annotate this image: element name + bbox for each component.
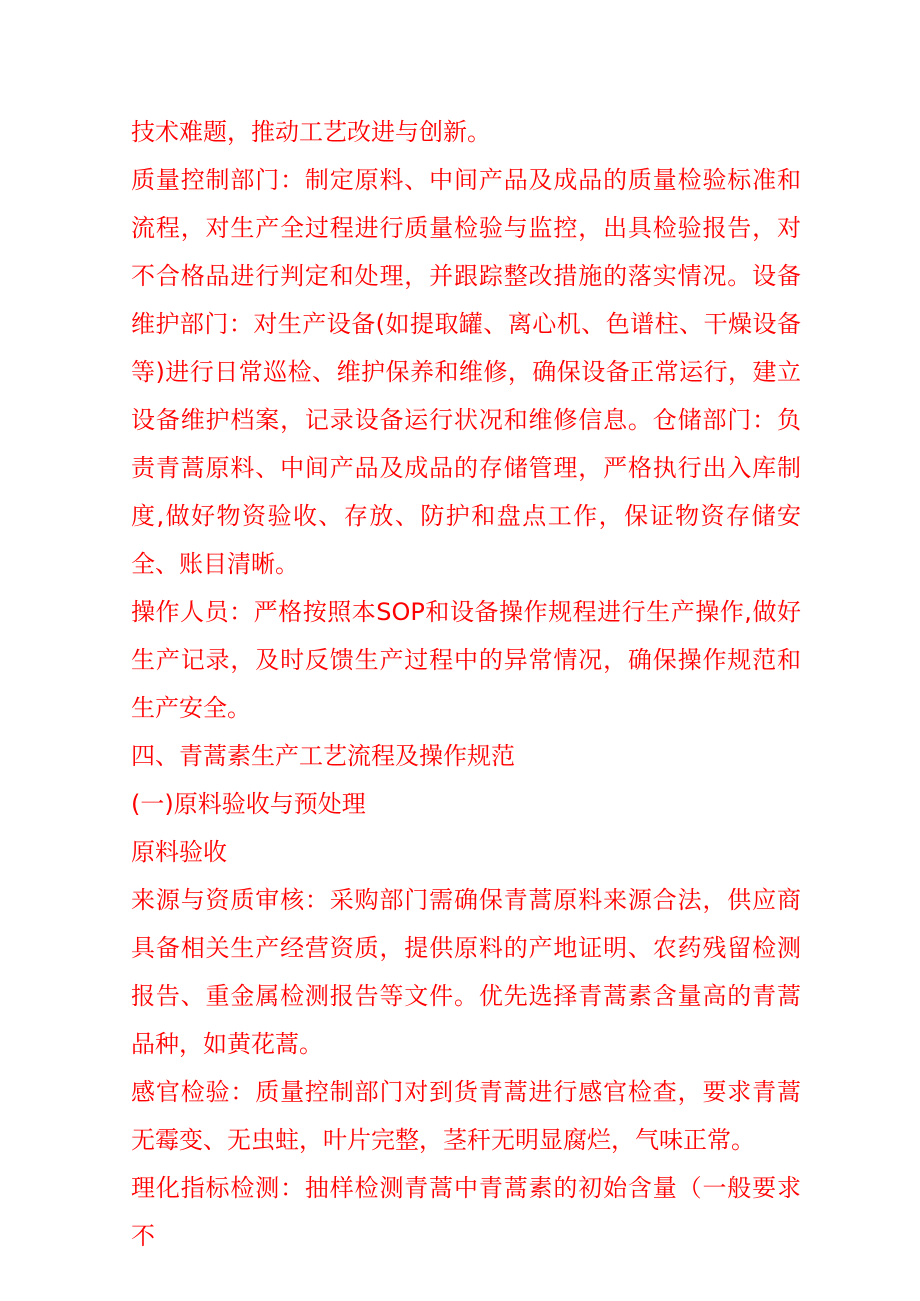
paragraph-physicochemical-testing: 理化指标检测：抽样检测青蒿中青蒿素的初始含量（一般要求不 <box>131 1174 801 1250</box>
document-body <box>131 108 801 1260</box>
paragraph-source-review: 来源与资质审核：采购部门需确保青蒿原料来源合法，供应商具备相关生产经营资质，提供原料的产地证明、农药残留检测报告、重金属检测报告等文件。优先选择青蒿素含量高的青蒿品种，如黄花蒿。 <box>131 886 801 1058</box>
subsection-heading: (一)原料验收与预处理 <box>131 790 366 818</box>
section-heading: 四、青蒿素生产工艺流程及操作规范 <box>131 742 515 770</box>
paragraph-department-duties: 质量控制部门：制定原料、中间产品及成品的质量检验标准和流程，对生产全过程进行质量检验与监控，出具检验报告，对不合格品进行判定和处理，并跟踪整改措施的落实情况。设备维护部门：对生产设备(如提取罐、离心机、色谱柱、干燥设备等)进行日常巡检、维护保养和维修，确保设备正常运行，建立设备维护档案，记录设备运行状况和维修信息。仓储部门：负责青蒿原料、中间产品及成品的存储管理，严格执行出入库制度,做好物资验收、存放、防护和盘点工作，保证物资存储安全、账目清晰。 <box>131 166 801 578</box>
sub-subsection-heading: 原料验收 <box>131 838 227 866</box>
paragraph-sensory-inspection: 感官检验：质量控制部门对到货青蒿进行感官检查，要求青蒿无霉变、无虫蛀，叶片完整，茎秆无明显腐烂，气味正常。 <box>131 1078 801 1154</box>
paragraph-operators: 操作人员：严格按照本SOP和设备操作规程进行生产操作,做好生产记录，及时反馈生产过程中的异常情况，确保操作规范和生产安全。 <box>131 598 801 722</box>
paragraph-tech-problems: 技术难题，推动工艺改进与创新。 <box>131 118 491 146</box>
